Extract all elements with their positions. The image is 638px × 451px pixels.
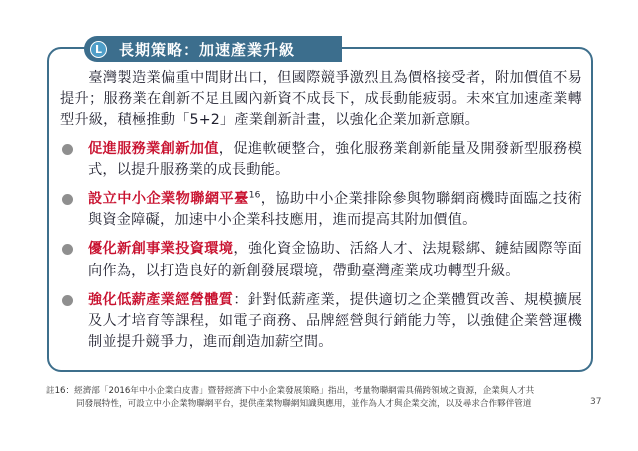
bullet-text: ，強化資金協助、活絡人才、法規鬆綁、鏈結國際等面向作為，以打造良好的新創發展環境，帶動臺灣產業成功轉型升級。 bbox=[88, 241, 582, 279]
bullet-dot-icon bbox=[62, 144, 73, 155]
section-title: 長期策略：加速產業升級 bbox=[119, 40, 296, 59]
footnote-line: 註16：經濟部「2016年中小企業白皮書」暨替經濟下中小企業發展策略」指出，考量物聯網需具備跨領域之資源，企業與人才共 bbox=[46, 386, 535, 396]
bullet-text: ，協助中小企業排除參與物聯網商機時面臨之技術與資金障礙，加速中小企業科技應用，進而提高其附加價值。 bbox=[88, 191, 583, 229]
section-body bbox=[60, 68, 582, 361]
page-number: 37 bbox=[590, 397, 602, 407]
bullet-item bbox=[60, 189, 582, 231]
bullet-keyword: 優化新創事業投資環境 bbox=[88, 241, 234, 258]
bullet-item bbox=[60, 239, 582, 281]
bullet-text: ：針對低薪產業，提供適切之企業體質改善、規模擴展及人才培育等課程，如電子商務、品牌經營與行銷能力等，以強健企業營運機制並提升競爭力，進而創造加薪空間。 bbox=[88, 291, 582, 351]
bullet-dot-icon bbox=[62, 244, 73, 255]
bullet-keyword: 設立中小企業物聯網平臺 bbox=[88, 191, 249, 208]
section-badge: L bbox=[90, 41, 107, 58]
section-header bbox=[84, 36, 342, 62]
bullet-item bbox=[60, 139, 582, 181]
bullet-text: ，促進軟硬整合，強化服務業創新能量及開發新型服務模式，以提升服務業的成長動能。 bbox=[88, 140, 582, 178]
bullet-keyword: 強化低薪產業經營體質 bbox=[88, 291, 234, 308]
footnote bbox=[46, 385, 586, 410]
footnote-ref: 16 bbox=[248, 190, 261, 201]
bullet-keyword: 促進服務業創新加值 bbox=[88, 140, 219, 157]
bullet-dot-icon bbox=[62, 295, 73, 306]
intro-paragraph: 臺灣製造業偏重中間財出口，但國際競爭激烈且為價格接受者，附加價值不易提升；服務業在創新不足且國內新資不成長下，成長動能疲弱。未來宜加速產業轉型升級，積極推動「5+2」產業創新計畫，以強化企業加新意願。 bbox=[60, 70, 582, 129]
footnote-line: 同發展特性，可設立中小企業物聯網平台，提供產業物聯網知識與應用，並作為人才與企業交流，以及尋求合作夥伴管道 bbox=[76, 398, 532, 409]
bullet-dot-icon bbox=[62, 194, 73, 205]
bullet-item bbox=[60, 290, 582, 354]
